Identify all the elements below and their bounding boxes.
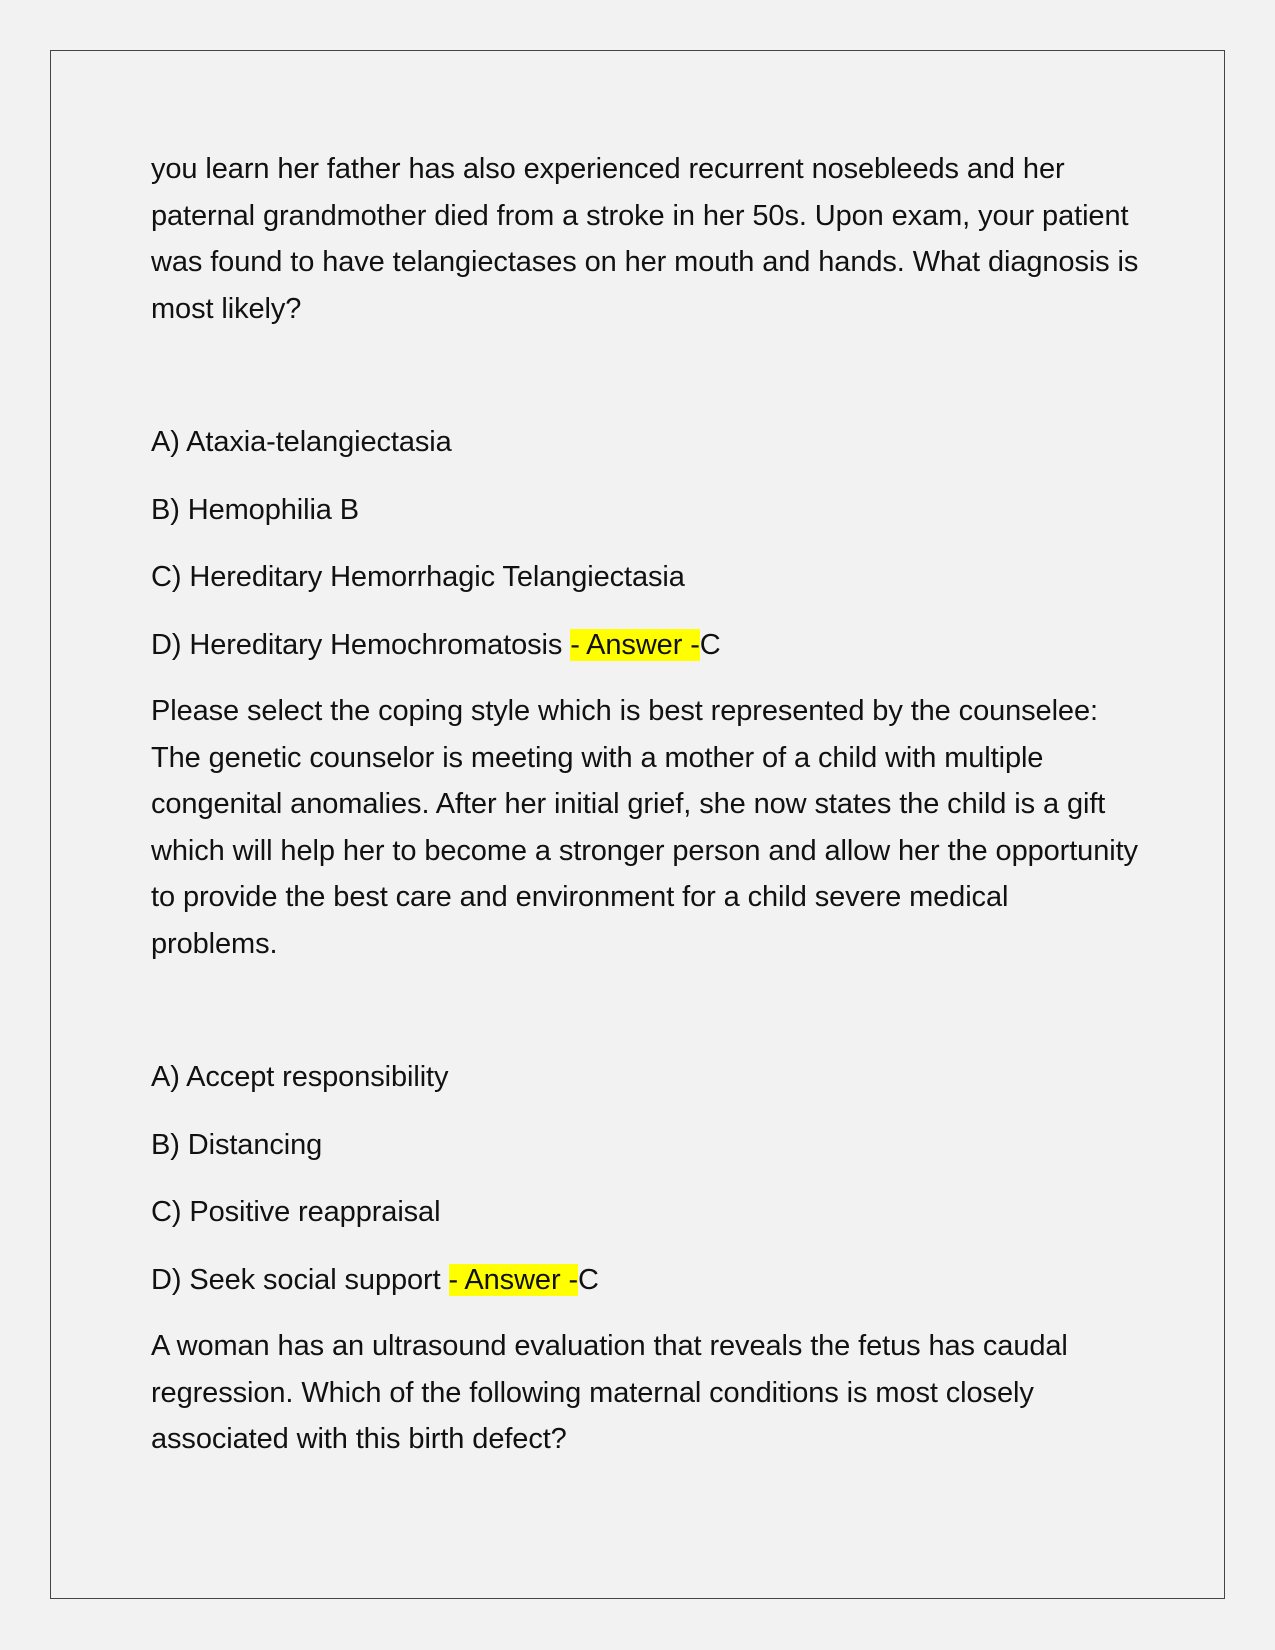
question-2-answer-value: C (578, 1263, 599, 1296)
question-1 (151, 146, 1141, 668)
question-2-option-b: B) Distancing (151, 1128, 323, 1161)
spacer (151, 967, 1141, 1054)
question-2-stem: Please select the coping style which is best represented by the counselee: The genetic counselor is meeting with a mother of a child with multiple congenital anomalies. After her initial grief, she now states the child is a gift which will help her to become a stronger person and allow her the opportunity to provide the best care and environment for a child severe medical problems. (151, 695, 1138, 960)
question-1-option-b: B) Hemophilia B (151, 493, 360, 526)
question-1-option-d (151, 622, 1141, 669)
question-1-answer-marker: - Answer - (570, 628, 700, 661)
question-2-option-c: C) Positive reappraisal (151, 1196, 441, 1228)
question-2-option-a: A) Accept responsibility (151, 1061, 449, 1093)
question-1-stem: you learn her father has also experienced recurrent nosebleeds and her paternal grandmother died from a stroke in her 50s. Upon exam, your patient was found to have telangiectases on her mouth and hands. What diagnosis is most likely? (151, 153, 1139, 325)
question-1-option-a: A) Ataxia-telangiectasia (151, 426, 452, 458)
question-1-option-c: C) Hereditary Hemorrhagic Telangiectasia (151, 561, 685, 593)
question-2-option-d (151, 1257, 1141, 1304)
document-body (151, 146, 1141, 1463)
question-1-answer-value: C (699, 628, 721, 661)
question-2 (151, 688, 1141, 1303)
spacer (151, 332, 1141, 419)
question-2-option-d-text: D) Seek social support (151, 1263, 449, 1296)
question-2-answer-marker: - Answer - (448, 1263, 579, 1296)
question-1-option-d-text: D) Hereditary Hemochromatosis (151, 628, 571, 661)
question-3-stem: A woman has an ultrasound evaluation that reveals the fetus has caudal regression. Which of the following maternal conditions is most closely associated with this birth defect? (151, 1330, 1068, 1455)
question-3 (151, 1323, 1141, 1463)
